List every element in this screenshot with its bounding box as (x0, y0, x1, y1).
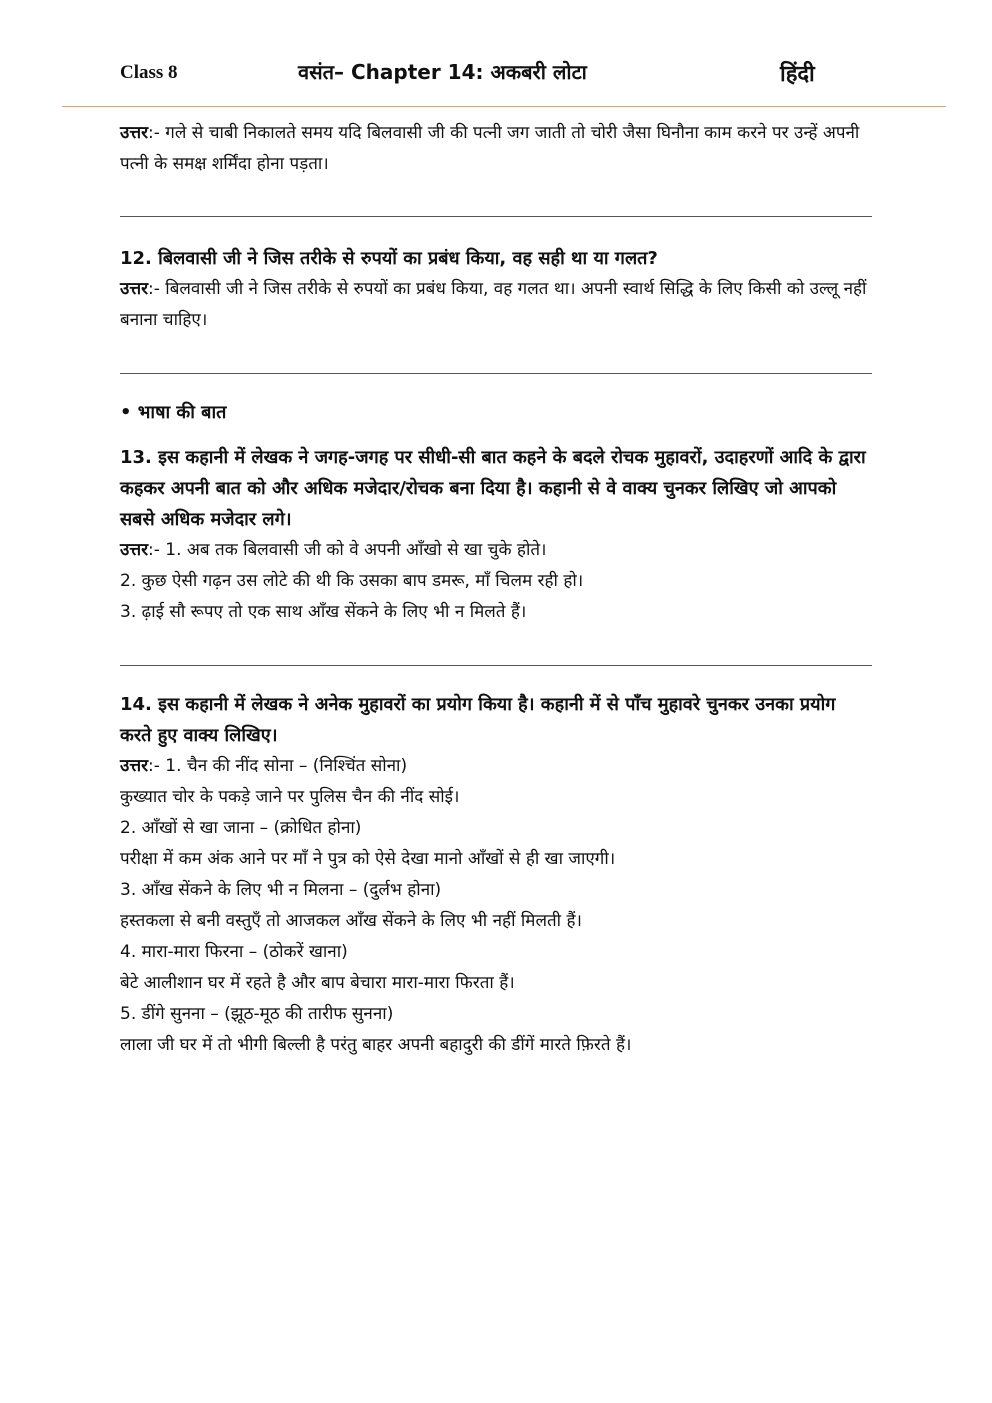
answer-text: :- 1. अब तक बिलवासी जी को वे अपनी आँखो से खा चुके होते। (148, 540, 547, 560)
spacer (120, 374, 872, 397)
answer-line: 5. डींगे सुनना – (झूठ-मूठ की तारीफ सुनना) (120, 1004, 394, 1024)
answer-line: 3. आँख सेंकने के लिए भी न मिलना – (दुर्लभ होना) (120, 880, 442, 900)
spacer (120, 666, 872, 689)
answer-12 (120, 274, 872, 336)
question-13: 13. इस कहानी में लेखक ने जगह-जगह पर सीधी-सी बात कहने के बदले रोचक मुहावरों, उदाहरणों आदि के द्वारा कहकर अपनी बात को और अधिक मजेदार/रोचक बना दिया है। कहानी से वे वाक्य चुनकर लिखिए जो आपको सबसे अधिक मजेदार लगे। (120, 447, 866, 530)
answer-line: 4. मारा-मारा फिरना – (ठोकरें खाना) (120, 942, 348, 962)
answer-line: बेटे आलीशान घर में रहते है और बाप बेचारा मारा-मारा फिरता हैं। (120, 973, 515, 993)
answer-11 (120, 118, 872, 180)
answer-label: उत्तर (120, 756, 149, 776)
page-content (120, 118, 872, 1061)
section-heading: • भाषा की बात (120, 402, 227, 423)
header-divider (62, 106, 946, 107)
spacer (120, 336, 872, 373)
answer-line: 2. आँखों से खा जाना – (क्रोधित होना) (120, 818, 362, 838)
spacer (120, 180, 872, 216)
spacer (120, 217, 872, 243)
answer-line: परीक्षा में कम अंक आने पर माँ ने पुत्र को ऐसे देखा मानो आँखों से ही खा जाएगी। (120, 849, 616, 869)
answer-text: :- बिलवासी जी ने जिस तरीके से रुपयों का प्रबंध किया, वह गलत था। अपनी स्वार्थ सिद्धि के लिए किसी को उल्लू नहीं बनाना चाहिए। (120, 279, 867, 330)
answer-line: हस्तकला से बनी वस्तुएँ तो आजकल आँख सेंकने के लिए भी नहीं मिलती हैं। (120, 911, 582, 931)
class-label: Class 8 (120, 62, 178, 83)
question-12: 12. बिलवासी जी ने जिस तरीके से रुपयों का प्रबंध किया, वह सही था या गलत? (120, 248, 658, 269)
answer-14 (120, 751, 872, 782)
spacer (120, 428, 872, 442)
chapter-title: वसंत– Chapter 14: अकबरी लोटा (298, 60, 587, 84)
answer-label: उत्तर (120, 123, 149, 143)
answer-text: :- 1. चैन की नींद सोना – (निश्चिंत सोना) (148, 756, 408, 776)
spacer (120, 628, 872, 665)
page-header (0, 0, 992, 108)
subject-label: हिंदी (780, 62, 815, 87)
answer-13 (120, 535, 872, 566)
answer-line: 2. कुछ ऐसी गढ़न उस लोटे की थी कि उसका बाप डमरू, माँ चिलम रही हो। (120, 571, 584, 591)
answer-line: 3. ढ़ाई सौ रूपए तो एक साथ आँख सेंकने के लिए भी न मिलते हैं। (120, 602, 527, 622)
question-14: 14. इस कहानी में लेखक ने अनेक मुहावरों का प्रयोग किया है। कहानी में से पाँच मुहावरे चुनकर उनका प्रयोग करते हुए वाक्य लिखिए। (120, 694, 836, 746)
answer-text: :- गले से चाबी निकालते समय यदि बिलवासी जी की पत्नी जग जाती तो चोरी जैसा घिनौना काम करने पर उन्हें अपनी पत्नी के समक्ष शर्मिंदा होना पड़ता। (120, 123, 860, 174)
answer-label: उत्तर (120, 279, 149, 299)
answer-label: उत्तर (120, 540, 149, 560)
answer-line: कुख्यात चोर के पकड़े जाने पर पुलिस चैन की नींद सोई। (120, 787, 460, 807)
answer-line: लाला जी घर में तो भीगी बिल्ली है परंतु बाहर अपनी बहादुरी की डींगें मारते फ़िरते हैं। (120, 1035, 632, 1055)
